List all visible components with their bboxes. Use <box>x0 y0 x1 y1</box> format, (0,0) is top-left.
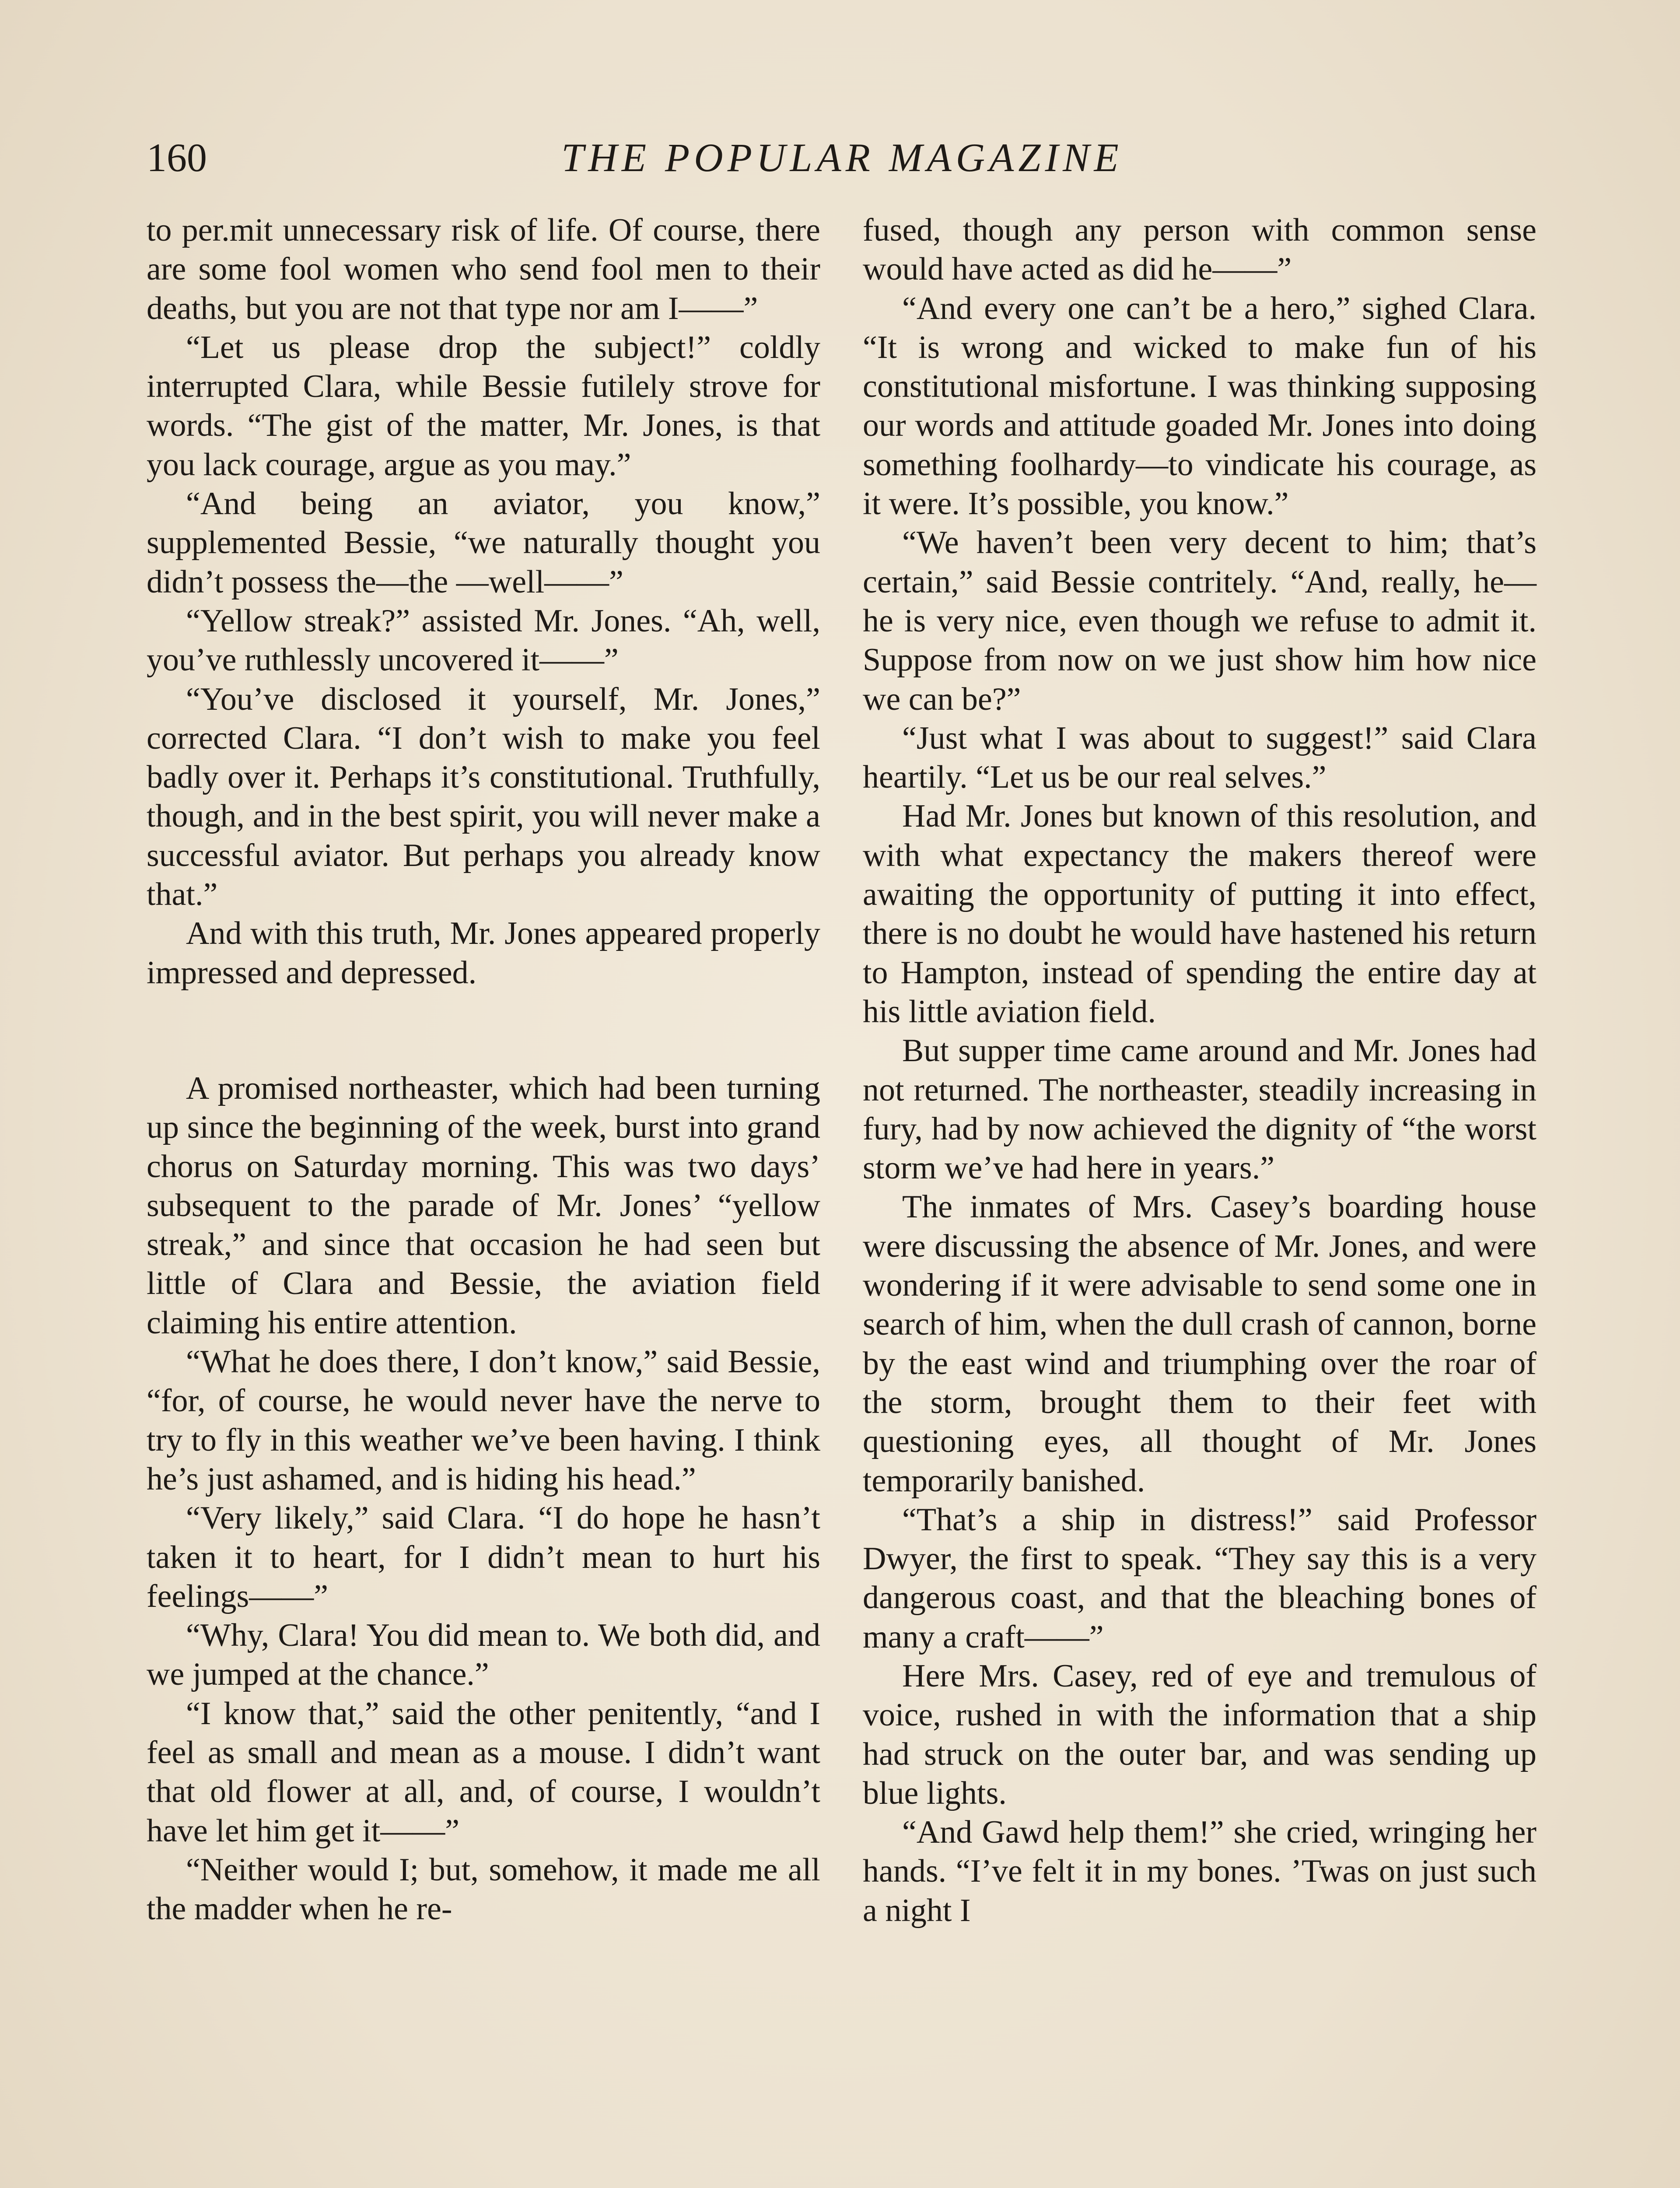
paragraph: “You’ve disclosed it yourself, Mr. Jones,” corrected Clara. “I don’t wish to make you feel badly over it. Perhaps it’s constitutional. Truthfully, though, and in the best spirit, you will never make a successful aviator. But perhaps you already know that.” <box>147 681 820 913</box>
paragraph: to per.mit unnecessary risk of life. Of course, there are some fool women who send fool men to their deaths, but you are not that type nor am I——” <box>147 212 820 326</box>
paragraph: A promised northeaster, which had been turning up since the beginning of the week, burst into grand chorus on Saturday morning. This was two days’ subsequent to the parade of Mr. Jones’ “yellow streak,” and since that occasion he had seen but little of Clara and Bessie, the aviation field claiming his entire attention. <box>147 1070 820 1341</box>
paragraph: But supper time came around and Mr. Jones had not returned. The northeaster, steadily increasing in fury, had by now achieved the dignity of “the worst storm we’ve had here in years.” <box>863 1033 1536 1186</box>
page-number: 160 <box>147 135 207 180</box>
section-break <box>147 992 820 1069</box>
paragraph: “Let us please drop the subject!” coldly interrupted Clara, while Bessie futilely strove for words. “The gist of the matter, Mr. Jones, is that you lack courage, argue as you may.” <box>147 329 820 483</box>
paragraph: And with this truth, Mr. Jones appeared properly impressed and depressed. <box>147 915 820 991</box>
running-head: THE POPULAR MAGAZINE <box>561 135 1123 180</box>
paragraph: “Yellow streak?” assisted Mr. Jones. “Ah, well, you’ve ruthlessly uncovered it——” <box>147 603 820 678</box>
right-column <box>863 211 1536 1930</box>
paragraph: “And being an aviator, you know,” supplemented Bessie, “we naturally thought you didn’t possess the—the —well——” <box>147 486 820 600</box>
paragraph: fused, though any person with common sense would have acted as did he——” <box>863 212 1536 288</box>
paragraph: “What he does there, I don’t know,” said Bessie, “for, of course, he would never have the nerve to try to fly in this weather we’ve been having. I think he’s just ashamed, and is hiding his head.” <box>147 1344 820 1497</box>
page-header <box>147 129 1538 186</box>
paragraph: “Just what I was about to suggest!” said Clara heartily. “Let us be our real selves.” <box>863 720 1536 796</box>
paragraph: “And every one can’t be a hero,” sighed Clara. “It is wrong and wicked to make fun of his constitutional misfortune. I was thinking supposing our words and attitude goaded Mr. Jones into doing something foolhardy—to vindicate his courage, as it were. It’s possible, you know.” <box>863 290 1536 522</box>
paragraph: The inmates of Mrs. Casey’s boarding house were discussing the absence of Mr. Jones, and were wondering if it were advisable to send some one in search of him, when the dull crash of cannon, borne by the east wind and triumphing over the roar of the storm, brought them to their feet with questioning eyes, all thought of Mr. Jones temporarily banished. <box>863 1189 1536 1499</box>
paragraph: Had Mr. Jones but known of this resolution, and with what expectancy the makers thereof were awaiting the opportunity of putting it into effect, there is no doubt he would have hastened his return to Hampton, instead of spending the entire day at his little aviation field. <box>863 798 1536 1030</box>
paragraph: Here Mrs. Casey, red of eye and tremulous of voice, rushed in with the information that a ship had struck on the outer bar, and was sending up blue lights. <box>863 1658 1536 1811</box>
paragraph: “Neither would I; but, somehow, it made me all the madder when he re- <box>147 1851 820 1927</box>
left-column <box>147 211 820 1929</box>
paragraph: “Very likely,” said Clara. “I do hope he hasn’t taken it to heart, for I didn’t mean to hurt his feelings——” <box>147 1500 820 1614</box>
paragraph: “And Gawd help them!” she cried, wringing her hands. “I’ve felt it in my bones. ’Twas on just such a night I <box>863 1814 1536 1929</box>
paragraph: “Why, Clara! You did mean to. We both did, and we jumped at the chance.” <box>147 1617 820 1693</box>
paragraph: “We haven’t been very decent to him; that’s certain,” said Bessie contritely. “And, really, he—he is very nice, even though we refuse to admit it. Suppose from now on we just show him how nice we can be?” <box>863 525 1536 717</box>
paragraph: “That’s a ship in distress!” said Professor Dwyer, the first to speak. “They say this is a very dangerous coast, and that the bleaching bones of many a craft——” <box>863 1501 1536 1655</box>
paragraph: “I know that,” said the other penitently, “and I feel as small and mean as a mouse. I didn’t want that old flower at all, and, of course, I wouldn’t have let him get it——” <box>147 1695 820 1849</box>
